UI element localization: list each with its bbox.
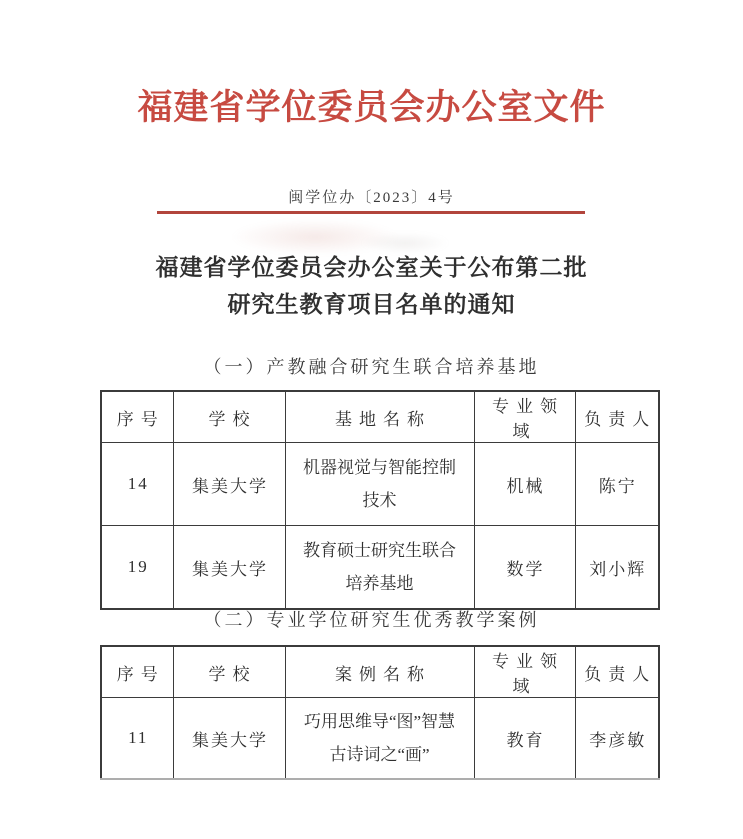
table-header-cell: 专业领域 [474,391,575,443]
table-cell-field: 教育 [474,698,575,780]
table-header-cell: 基地名称 [285,391,474,443]
table-cell-seq: 19 [101,526,173,610]
section-1-heading: （一）产教融合研究生联合培养基地 [203,357,540,377]
document-title-line2: 研究生教育项目名单的通知 [227,292,516,317]
table-cell-field: 机械 [474,443,575,526]
table-cell-seq: 14 [101,443,173,526]
section-2-table [100,645,660,780]
document-title-line1: 福建省学位委员会办公室关于公布第二批 [155,255,588,280]
table-cell-person: 李彦敏 [575,698,659,780]
section-2-heading: （二）专业学位研究生优秀教学案例 [203,610,540,630]
table-cell-school: 集美大学 [173,698,285,780]
table-header-cell: 负责人 [575,391,659,443]
document-title [0,249,743,323]
table-header-cell: 专业领域 [474,646,575,698]
table-row [101,698,659,780]
table-header-cell: 学校 [173,391,285,443]
document-number: 闽学位办〔2023〕4号 [288,190,455,206]
table-cell-school: 集美大学 [173,443,285,526]
table-cell-name: 巧用思维导“图”智慧古诗词之“画” [285,698,474,780]
table-header-row [101,646,659,698]
table-cell-person: 陈宁 [575,443,659,526]
table-cell-school: 集美大学 [173,526,285,610]
table-header-row [101,391,659,443]
table-cell-person: 刘小辉 [575,526,659,610]
section-1-table [100,390,660,610]
table-header-cell: 负责人 [575,646,659,698]
table-cell-field: 数学 [474,526,575,610]
table-row [101,526,659,610]
table-header-cell: 序号 [101,391,173,443]
red-divider-line [157,211,585,214]
table-header-cell: 案例名称 [285,646,474,698]
table-cell-seq: 11 [101,698,173,780]
table-row [101,443,659,526]
table-cell-name: 机器视觉与智能控制技术 [285,443,474,526]
table-cell-name: 教育硕士研究生联合培养基地 [285,526,474,610]
document-header-title: 福建省学位委员会办公室文件 [137,88,606,127]
table-header-cell: 序号 [101,646,173,698]
table-header-cell: 学校 [173,646,285,698]
